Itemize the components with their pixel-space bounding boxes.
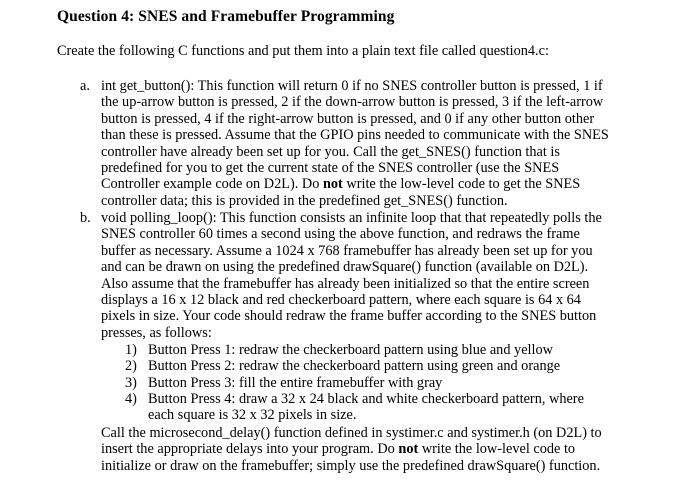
text-line: controller have already been set up for you. Call the get_SNES() function that is — [101, 143, 560, 160]
emphasis-not: not — [322, 176, 343, 193]
text-span: write the low-level code to — [418, 441, 576, 458]
sub-item-number: 2) — [125, 358, 137, 374]
text-line: and can be drawn on using the predefined drawSquare() function (available on D2L). — [101, 259, 589, 276]
text-line: the up-arrow button is pressed, 2 if the down-arrow button is pressed, 3 if the left-arrow — [101, 94, 604, 111]
sub-item-text: Button Press 4: draw a 32 x 24 black and white checkerboard pattern, where — [148, 391, 584, 407]
item-a-text — [101, 78, 631, 209]
text-line: presses, as follows: — [101, 324, 212, 341]
text-line — [101, 441, 631, 457]
text-line: Also assume that the framebuffer has already been initialized so that the entire screen — [101, 275, 590, 292]
list-marker-b: b. — [80, 210, 91, 226]
text-line: initialize or draw on the framebuffer; simply use the predefined drawSquare() function. — [101, 457, 601, 474]
text-line: displays a 16 x 12 black and red checkerboard pattern, where each square is 64 x 64 — [101, 291, 581, 308]
text-line: Call the microsecond_delay() function defined in systimer.c and systimer.h (on D2L) to — [101, 425, 602, 441]
question-title: Question 4: SNES and Framebuffer Programming — [57, 8, 395, 25]
sub-item-number: 3) — [125, 375, 137, 391]
text-span: Controller example code on D2L). Do — [101, 176, 323, 193]
sub-item-text: Button Press 1: redraw the checkerboard pattern using blue and yellow — [148, 342, 553, 358]
text-line — [101, 176, 631, 192]
text-line: int get_button(): This function will return 0 if no SNES controller button is pressed, 1 if — [101, 78, 603, 94]
question-intro: Create the following C functions and put them into a plain text file called question4.c: — [57, 43, 549, 59]
text-line: than these is pressed. Assume that the GPIO pins needed to communicate with the SNES — [101, 127, 609, 144]
sub-item-text: Button Press 3: fill the entire framebuffer with gray — [148, 375, 443, 391]
text-line: predefined for you to get the current state of the SNES controller (use the SNES — [101, 159, 560, 176]
list-marker-a: a. — [80, 78, 90, 94]
text-line: void polling_loop(): This function consists an infinite loop that that repeatedly polls the — [101, 210, 602, 226]
closing-text — [101, 425, 631, 474]
sub-item-continuation: each square is 32 x 32 pixels in size. — [148, 407, 357, 424]
sub-item-number: 4) — [125, 391, 137, 407]
text-line: SNES controller 60 times a second using the above function, and redraws the frame — [101, 226, 580, 243]
text-line: controller data; this is provided in the predefined get_SNES() function. — [101, 192, 508, 209]
item-b-text — [101, 210, 631, 341]
text-span: insert the appropriate delays into your program. Do — [101, 441, 399, 458]
text-line: pixels in size. Your code should redraw the frame buffer according to the SNES button — [101, 308, 597, 325]
sub-item-text: Button Press 2: redraw the checkerboard pattern using green and orange — [148, 358, 561, 374]
emphasis-not: not — [398, 441, 419, 458]
text-line: button is pressed, 4 if the right-arrow button is pressed, and 0 if any other button other — [101, 110, 595, 127]
sub-item-number: 1) — [125, 342, 137, 358]
text-span: write the low-level code to get the SNES — [342, 176, 581, 193]
text-line: buffer as necessary. Assume a 1024 x 768 framebuffer has already been set up for you — [101, 242, 593, 259]
